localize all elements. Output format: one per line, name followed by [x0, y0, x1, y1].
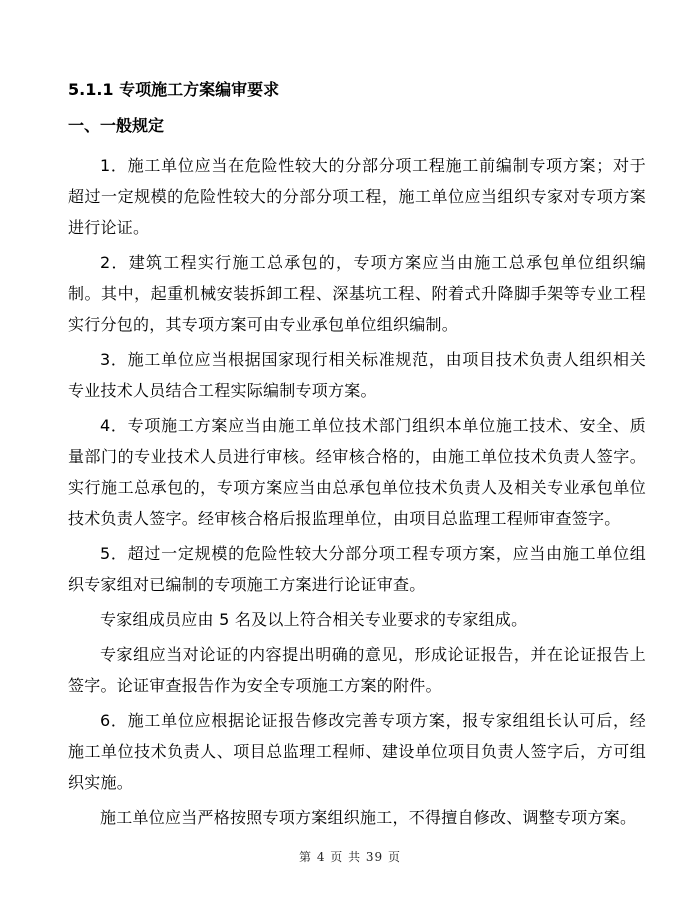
subsection-title: 一、一般规定 — [68, 116, 165, 135]
paragraph-4: 4．专项施工方案应当由施工单位技术部门组织本单位施工技术、安全、质量部门的专业技术人员进行审核。经审核合格的，由施工单位技术负责人签字。实行施工总承包的，专项方案应当由总承包单位技术负责人及相关专业承包单位技术负责人签字。经审核合格后报监理单位，由项目总监理工程师审查签字。 — [68, 416, 646, 528]
paragraph-5: 5．超过一定规模的危险性较大分部分项工程专项方案，应当由施工单位组织专家组对已编制的专项施工方案进行论证审查。 — [68, 544, 646, 594]
document-body — [68, 78, 646, 837]
section-title: 5.1.1 专项施工方案编审要求 — [68, 80, 280, 99]
paragraph-2: 2．建筑工程实行施工总承包的，专项方案应当由施工总承包单位组织编制。其中，起重机械安装拆卸工程、深基坑工程、附着式升降脚手架等专业工程实行分包的，其专项方案可由专业承包单位组织编制。 — [68, 253, 646, 334]
paragraph-6: 6．施工单位应根据论证报告修改完善专项方案，报专家组组长认可后，经施工单位技术负责人、项目总监理工程师、建设单位项目负责人签字后，方可组织实施。 — [68, 711, 646, 792]
paragraph-3: 3．施工单位应当根据国家现行相关标准规范，由项目技术负责人组织相关专业技术人员结合工程实际编制专项方案。 — [68, 350, 646, 400]
paragraph-1: 1．施工单位应当在危险性较大的分部分项工程施工前编制专项方案；对于超过一定规模的危险性较大的分部分项工程，施工单位应当组织专家对专项方案进行论证。 — [68, 156, 646, 237]
page-number-footer: 第 4 页 共 39 页 — [299, 850, 401, 864]
paragraph-expert-report: 专家组应当对论证的内容提出明确的意见，形成论证报告，并在论证报告上签字。论证审查报告作为安全专项施工方案的附件。 — [68, 645, 646, 695]
paragraph-final: 施工单位应当严格按照专项方案组织施工，不得擅自修改、调整专项方案。 — [100, 808, 637, 827]
paragraph-expert-members: 专家组成员应由 5 名及以上符合相关专业要求的专家组成。 — [100, 610, 528, 629]
